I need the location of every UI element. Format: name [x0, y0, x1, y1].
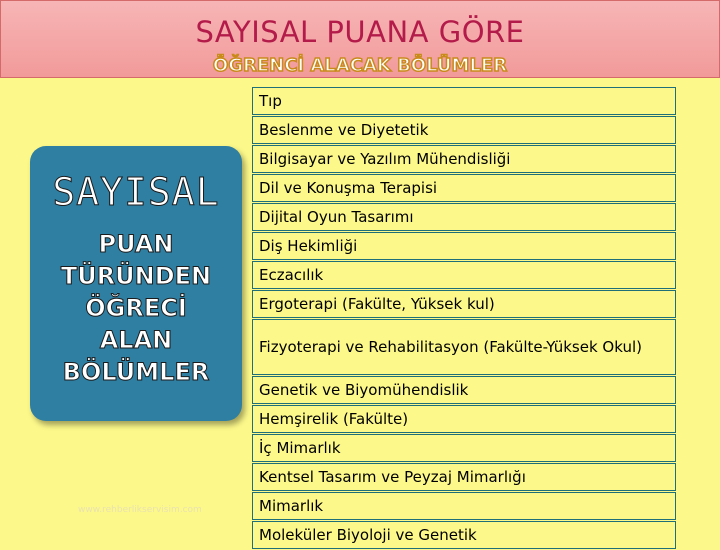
list-item: Dijital Oyun Tasarımı — [252, 203, 676, 231]
list-item: Mimarlık — [252, 492, 676, 520]
side-card-heading: SAYISAL — [52, 170, 220, 214]
list-item: Bilgisayar ve Yazılım Mühendisliği — [252, 145, 676, 173]
side-card-line: BÖLÜMLER — [62, 358, 210, 386]
page-subtitle: ÖĞRENCİ ALACAK BÖLÜMLER — [212, 55, 508, 76]
title-banner — [0, 0, 720, 78]
side-card-line: ÖĞRECİ — [85, 294, 187, 322]
list-item: Eczacılık — [252, 261, 676, 289]
list-item: Ergoterapi (Fakülte, Yüksek kul) — [252, 290, 676, 318]
side-card-line: ALAN — [99, 326, 173, 354]
list-item: Fizyoterapi ve Rehabilitasyon (Fakülte-Yüksek Okul) — [252, 319, 676, 375]
side-card — [30, 146, 242, 421]
list-item: Genetik ve Biyomühendislik — [252, 376, 676, 404]
list-item: İç Mimarlık — [252, 434, 676, 462]
side-card-text — [30, 228, 242, 388]
program-list — [252, 87, 676, 550]
watermark: www.rehberlikservisim.com — [78, 505, 202, 515]
page-title: SAYISAL PUANA GÖRE — [195, 15, 525, 49]
list-item: Hemşirelik (Fakülte) — [252, 405, 676, 433]
list-item: Tıp — [252, 87, 676, 115]
list-item: Beslenme ve Diyetetik — [252, 116, 676, 144]
list-item: Diş Hekimliği — [252, 232, 676, 260]
side-card-line: PUAN — [98, 230, 174, 258]
list-item: Moleküler Biyoloji ve Genetik — [252, 521, 676, 549]
side-card-line: TÜRÜNDEN — [60, 262, 212, 290]
list-item: Kentsel Tasarım ve Peyzaj Mimarlığı — [252, 463, 676, 491]
list-item: Dil ve Konuşma Terapisi — [252, 174, 676, 202]
